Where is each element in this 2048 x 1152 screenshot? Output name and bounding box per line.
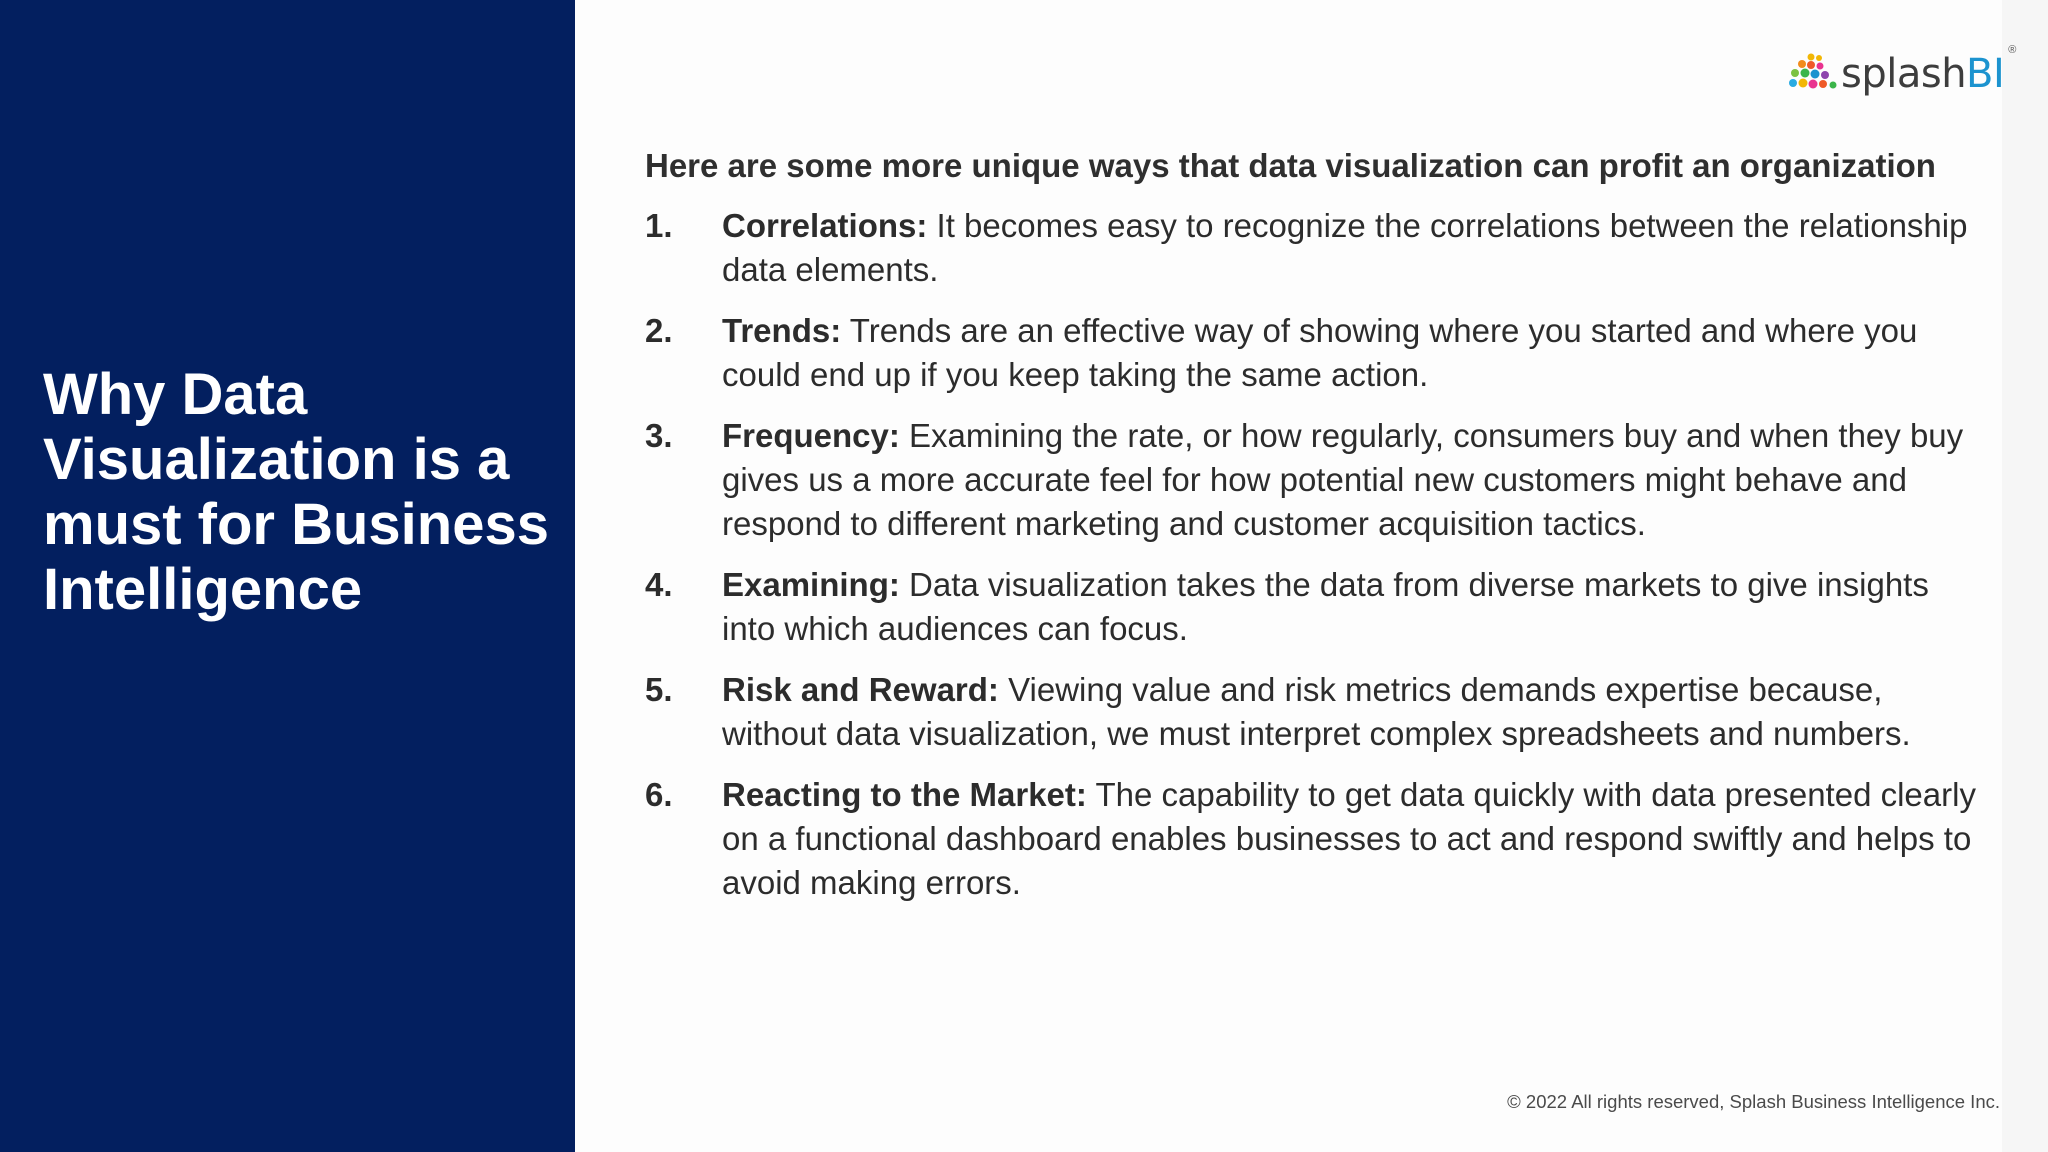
splashbi-logo <box>1787 44 2017 104</box>
item-term: Examining: <box>722 566 900 603</box>
item-text: The capability to get data quickly with data presented clearly on a functional dashboard enables businesses to act and respond swiftly and helps to avoid making errors. <box>722 776 1976 901</box>
item-body <box>722 204 1982 292</box>
logo-text-accent: BI <box>1966 51 2005 97</box>
slide-title: Why Data Visualization is a must for Business Intelligence <box>43 362 549 622</box>
item-number: 5. <box>645 671 673 708</box>
logo-text-main: splash <box>1841 51 1967 97</box>
item-term: Frequency: <box>722 417 900 454</box>
slide-edge <box>2002 0 2048 1152</box>
registered-mark: ® <box>2008 44 2017 56</box>
item-text: Data visualization takes the data from diverse markets to give insights into which audiences can focus. <box>722 566 1929 647</box>
slide-content <box>645 144 1985 922</box>
item-term: Reacting to the Market: <box>722 776 1087 813</box>
item-number: 2. <box>645 312 673 349</box>
item-text: Trends are an effective way of showing where you started and where you could end up if you keep taking the same action. <box>722 312 1918 393</box>
item-number: 3. <box>645 417 673 454</box>
item-number: 4. <box>645 566 673 603</box>
intro-heading: Here are some more unique ways that data visualization can profit an organization <box>645 147 1936 184</box>
item-term: Correlations: <box>722 207 928 244</box>
list-item <box>645 773 1985 905</box>
list-item <box>645 204 1985 292</box>
item-body <box>722 414 1982 546</box>
list-item <box>645 309 1985 397</box>
benefits-list <box>645 204 1985 905</box>
item-body <box>722 773 1982 905</box>
item-body <box>722 668 1982 756</box>
logo-wordmark <box>1841 51 2004 97</box>
title-panel <box>0 0 575 1152</box>
copyright-footer: © 2022 All rights reserved, Splash Business Intelligence Inc. <box>1507 1091 2000 1112</box>
item-text: It becomes easy to recognize the correlations between the relationship data elements. <box>722 207 1968 288</box>
item-number: 6. <box>645 776 673 813</box>
item-number: 1. <box>645 207 673 244</box>
list-item <box>645 563 1985 651</box>
list-item <box>645 668 1985 756</box>
item-term: Risk and Reward: <box>722 671 999 708</box>
item-text: Examining the rate, or how regularly, consumers buy and when they buy gives us a more accurate feel for how potential new customers might behave and respond to different marketing and customer acquisition tactics. <box>722 417 1964 542</box>
item-term: Trends: <box>722 312 842 349</box>
splash-dots-icon <box>1787 51 1839 97</box>
list-item <box>645 414 1985 546</box>
item-body <box>722 563 1982 651</box>
item-body <box>722 309 1982 397</box>
item-text: Viewing value and risk metrics demands expertise because, without data visualization, we must interpret complex spreadsheets and numbers. <box>722 671 1911 752</box>
